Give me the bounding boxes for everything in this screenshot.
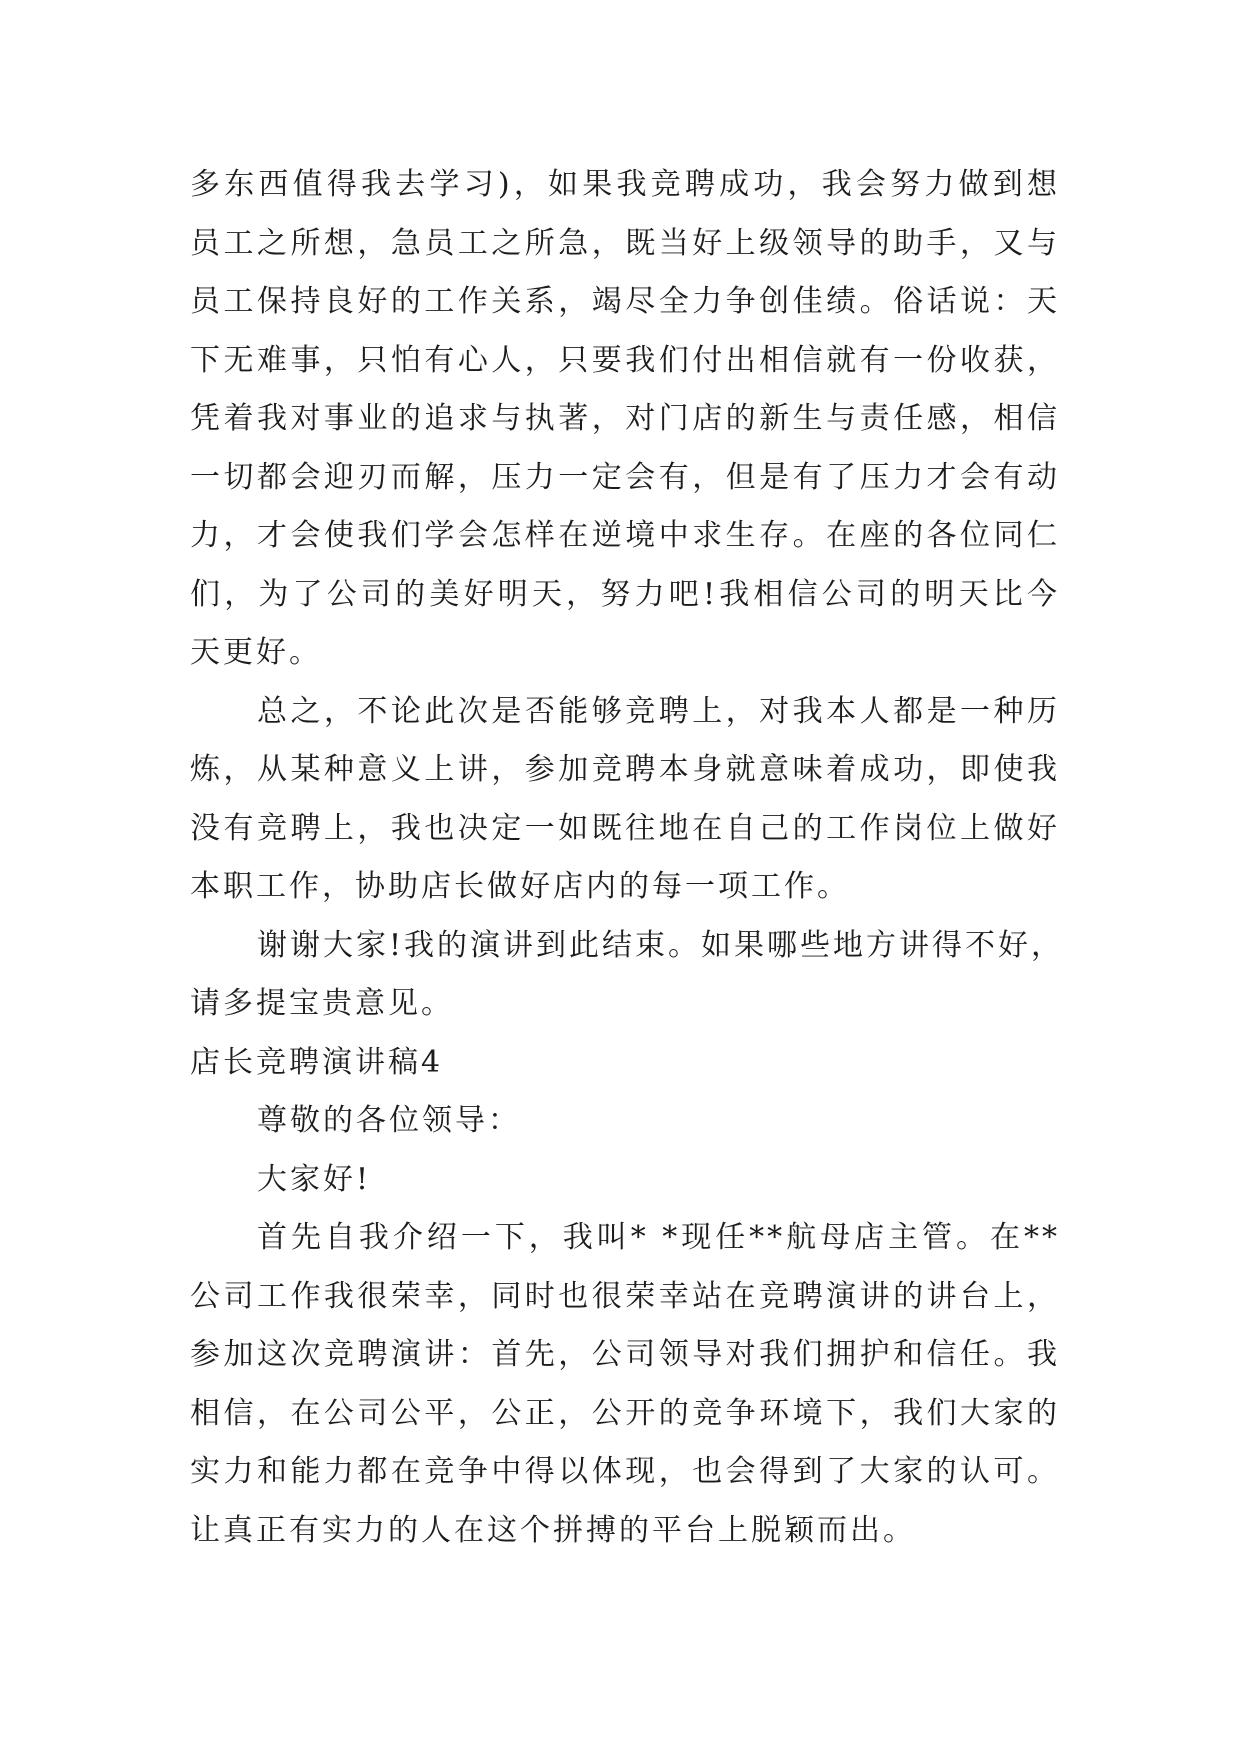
- text-line: 一切都会迎刃而解，压力一定会有，但是有了压力才会有动: [190, 459, 1060, 495]
- paragraph-greeting: [190, 1151, 1060, 1210]
- paragraph-salutation: [190, 1092, 1060, 1151]
- text-line: 下无难事，只怕有心人，只要我们付出相信就有一份收获，: [190, 342, 1060, 378]
- text-line: 们，为了公司的美好明天，努力吧!我相信公司的明天比今: [190, 576, 1060, 612]
- text-line: 请多提宝贵意见。: [190, 986, 454, 1021]
- paragraph-introduction: [190, 1209, 1060, 1560]
- text-line: 相信，在公司公平，公正，公开的竞争环境下，我们大家的: [190, 1395, 1060, 1431]
- text-line: 员工保持良好的工作关系，竭尽全力争创佳绩。俗话说：天: [190, 284, 1060, 319]
- paragraph-conclusion: [190, 683, 1060, 917]
- section-heading: 店长竞聘演讲稿4: [190, 1044, 444, 1080]
- text-line: 谢谢大家!我的演讲到此结束。如果哪些地方讲得不好，: [257, 927, 1065, 963]
- text-line: 天更好。: [190, 635, 322, 670]
- text-line: 总之，不论此次是否能够竞聘上，对我本人都是一种历: [257, 693, 1060, 729]
- text-line: 大家好!: [257, 1161, 372, 1197]
- text-line: 让真正有实力的人在这个拼搏的平台上脱颖而出。: [190, 1512, 916, 1548]
- text-line: 没有竞聘上，我也决定一如既往地在自己的工作岗位上做好: [190, 810, 1060, 846]
- text-line: 多东西值得我去学习)，如果我竞聘成功，我会努力做到想: [190, 167, 1060, 202]
- text-line: 实力和能力都在竞争中得以体现，也会得到了大家的认可。: [190, 1454, 1060, 1489]
- paragraph-thanks: [190, 917, 1065, 1034]
- text-line: 凭着我对事业的追求与执著，对门店的新生与责任感，相信: [190, 401, 1060, 436]
- text-line: 员工之所想，急员工之所急，既当好上级领导的助手，又与: [190, 225, 1060, 261]
- text-line: 尊敬的各位领导：: [257, 1103, 521, 1138]
- text-line: 公司工作我很荣幸，同时也很荣幸站在竞聘演讲的讲台上，: [190, 1278, 1060, 1314]
- paragraph-continued: [190, 156, 1060, 683]
- text-line: 参加这次竞聘演讲：首先，公司领导对我们拥护和信任。我: [190, 1337, 1060, 1372]
- text-line: 炼，从某种意义上讲，参加竞聘本身就意味着成功，即使我: [190, 752, 1060, 787]
- text-line: 首先自我介绍一下，我叫* *现任**航母店主管。在**: [257, 1220, 1060, 1255]
- text-line: 本职工作，协助店长做好店内的每一项工作。: [190, 869, 850, 904]
- document-body: [190, 156, 1065, 1560]
- text-line: 力，才会使我们学会怎样在逆境中求生存。在座的各位同仁: [190, 518, 1060, 553]
